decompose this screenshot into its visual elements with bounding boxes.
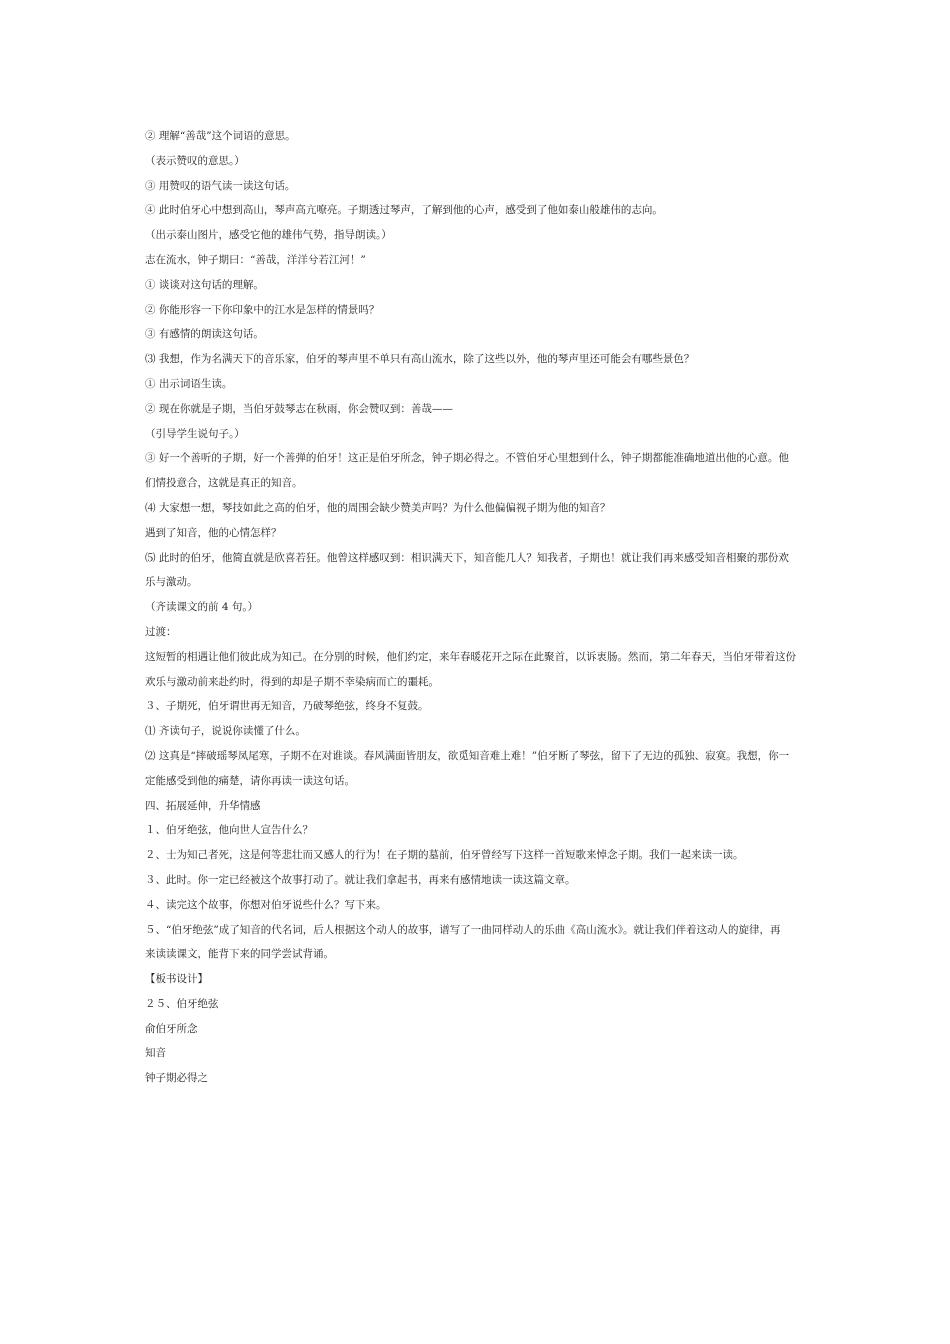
text-line: 知音	[145, 1047, 166, 1060]
text-line: ２、士为知己者死，这是何等悲壮而又感人的行为！在子期的墓前，伯牙曾经写下这样一首短歌来悼念子期。我们一起来读一读。	[145, 849, 744, 862]
text-line: 四、拓展延伸，升华情感	[145, 799, 261, 812]
text-line: 志在流水，钟子期曰：“善哉，洋洋兮若江河！”	[145, 253, 366, 266]
text-line: ⑵ 这真是“摔破瑶琴凤尾寒，子期不在对谁谈。春风满面皆朋友，欲觅知音难上难！”伯牙断了琴弦，留下了无边的孤独、寂寞。我想，你一	[145, 749, 790, 762]
text-line: ③ 用赞叹的语气读一读这句话。	[145, 179, 296, 192]
text-line: （引导学生说句子。）	[145, 427, 245, 440]
text-line: ② 理解“善哉”这个词语的意思。	[145, 130, 296, 142]
text-line: ② 你能形容一下你印象中的江水是怎样的情景吗？	[145, 303, 380, 316]
text-line: ４、读完这个故事，你想对伯牙说些什么？写下来。	[145, 898, 387, 911]
text-line: ④ 此时伯牙心中想到高山，琴声高亢嘹亮。子期透过琴声，了解到他的心声，感受到了他如泰山般雄伟的志向。	[145, 204, 663, 217]
document-body	[145, 124, 810, 1091]
text-line: 遇到了知音，他的心情怎样？	[145, 526, 282, 539]
text-line: ３、此时。你一定已经被这个故事打动了。就让我们拿起书，再来有感情地读一读这篇文章。	[145, 873, 576, 886]
text-line: 来读读课文，能背下来的同学尝试背诵。	[145, 948, 334, 961]
text-line: ⑷ 大家想一想，琴技如此之高的伯牙，他的周围会缺少赞美声吗？为什么他偏偏视子期为他的知音？	[145, 501, 611, 514]
text-line: ③ 有感情的朗读这句话。	[145, 328, 264, 341]
text-line: ３、子期死，伯牙谓世再无知音，乃破琴绝弦，终身不复鼓。	[145, 700, 429, 713]
text-line: ⑸ 此时的伯牙，他简直就是欣喜若狂。他曾这样感叹到：相识满天下，知音能几人？知我者，子期也！就让我们再来感受知音相聚的那份欢	[145, 551, 789, 564]
text-line: ⑴ 齐读句子，说说你读懂了什么。	[145, 725, 306, 738]
text-line: ② 现在你就是子期，当伯牙鼓琴志在秋雨，你会赞叹到：善哉——	[145, 402, 453, 415]
text-line: 俞伯牙所念	[145, 1022, 198, 1035]
text-line: （表示赞叹的意思。）	[145, 154, 245, 167]
text-line: ③ 好一个善听的子期，好一个善弹的伯牙！这正是伯牙所念，钟子期必得之。不管伯牙心里想到什么，钟子期都能准确地道出他的心意。他	[145, 452, 789, 465]
text-line: 欢乐与激动前来赴约时，得到的却是子期不幸染病而亡的噩耗。	[145, 675, 439, 688]
text-line: 们情投意合，这就是真正的知音。	[145, 477, 303, 490]
text-line: 钟子期必得之	[145, 1072, 208, 1085]
text-line: ① 出示词语生读。	[145, 377, 233, 390]
text-line: ５、“伯牙绝弦”成了知音的代名词，后人根据这个动人的故事，谱写了一曲同样动人的乐曲《高山流水》。就让我们伴着这动人的旋律，再	[145, 923, 781, 936]
text-line: ⑶ 我想，作为名满天下的音乐家，伯牙的琴声里不单只有高山流水，除了这些以外，他的琴声里还可能会有哪些景色？	[145, 353, 695, 366]
text-line: ① 谈谈对这句话的理解。	[145, 278, 264, 291]
text-line: １、伯牙绝弦，他向世人宣告什么？	[145, 824, 313, 837]
text-line: ２５、伯牙绝弦	[145, 997, 219, 1010]
text-line: 过渡：	[145, 625, 177, 638]
text-line: 定能感受到他的痛楚，请你再读一读这句话。	[145, 774, 355, 787]
text-line: （出示泰山图片，感受它他的雄伟气势，指导朗读。）	[145, 229, 392, 242]
text-line: （齐读课文的前 4 句。）	[145, 601, 259, 614]
text-line: 【板书设计】	[145, 973, 208, 986]
text-line: 这短暂的相遇让他们彼此成为知己。在分别的时候，他们约定，来年春暖花开之际在此聚首，以诉衷肠。然而，第二年春天，当伯牙带着这份	[145, 650, 796, 663]
text-line: 乐与激动。	[145, 576, 198, 589]
